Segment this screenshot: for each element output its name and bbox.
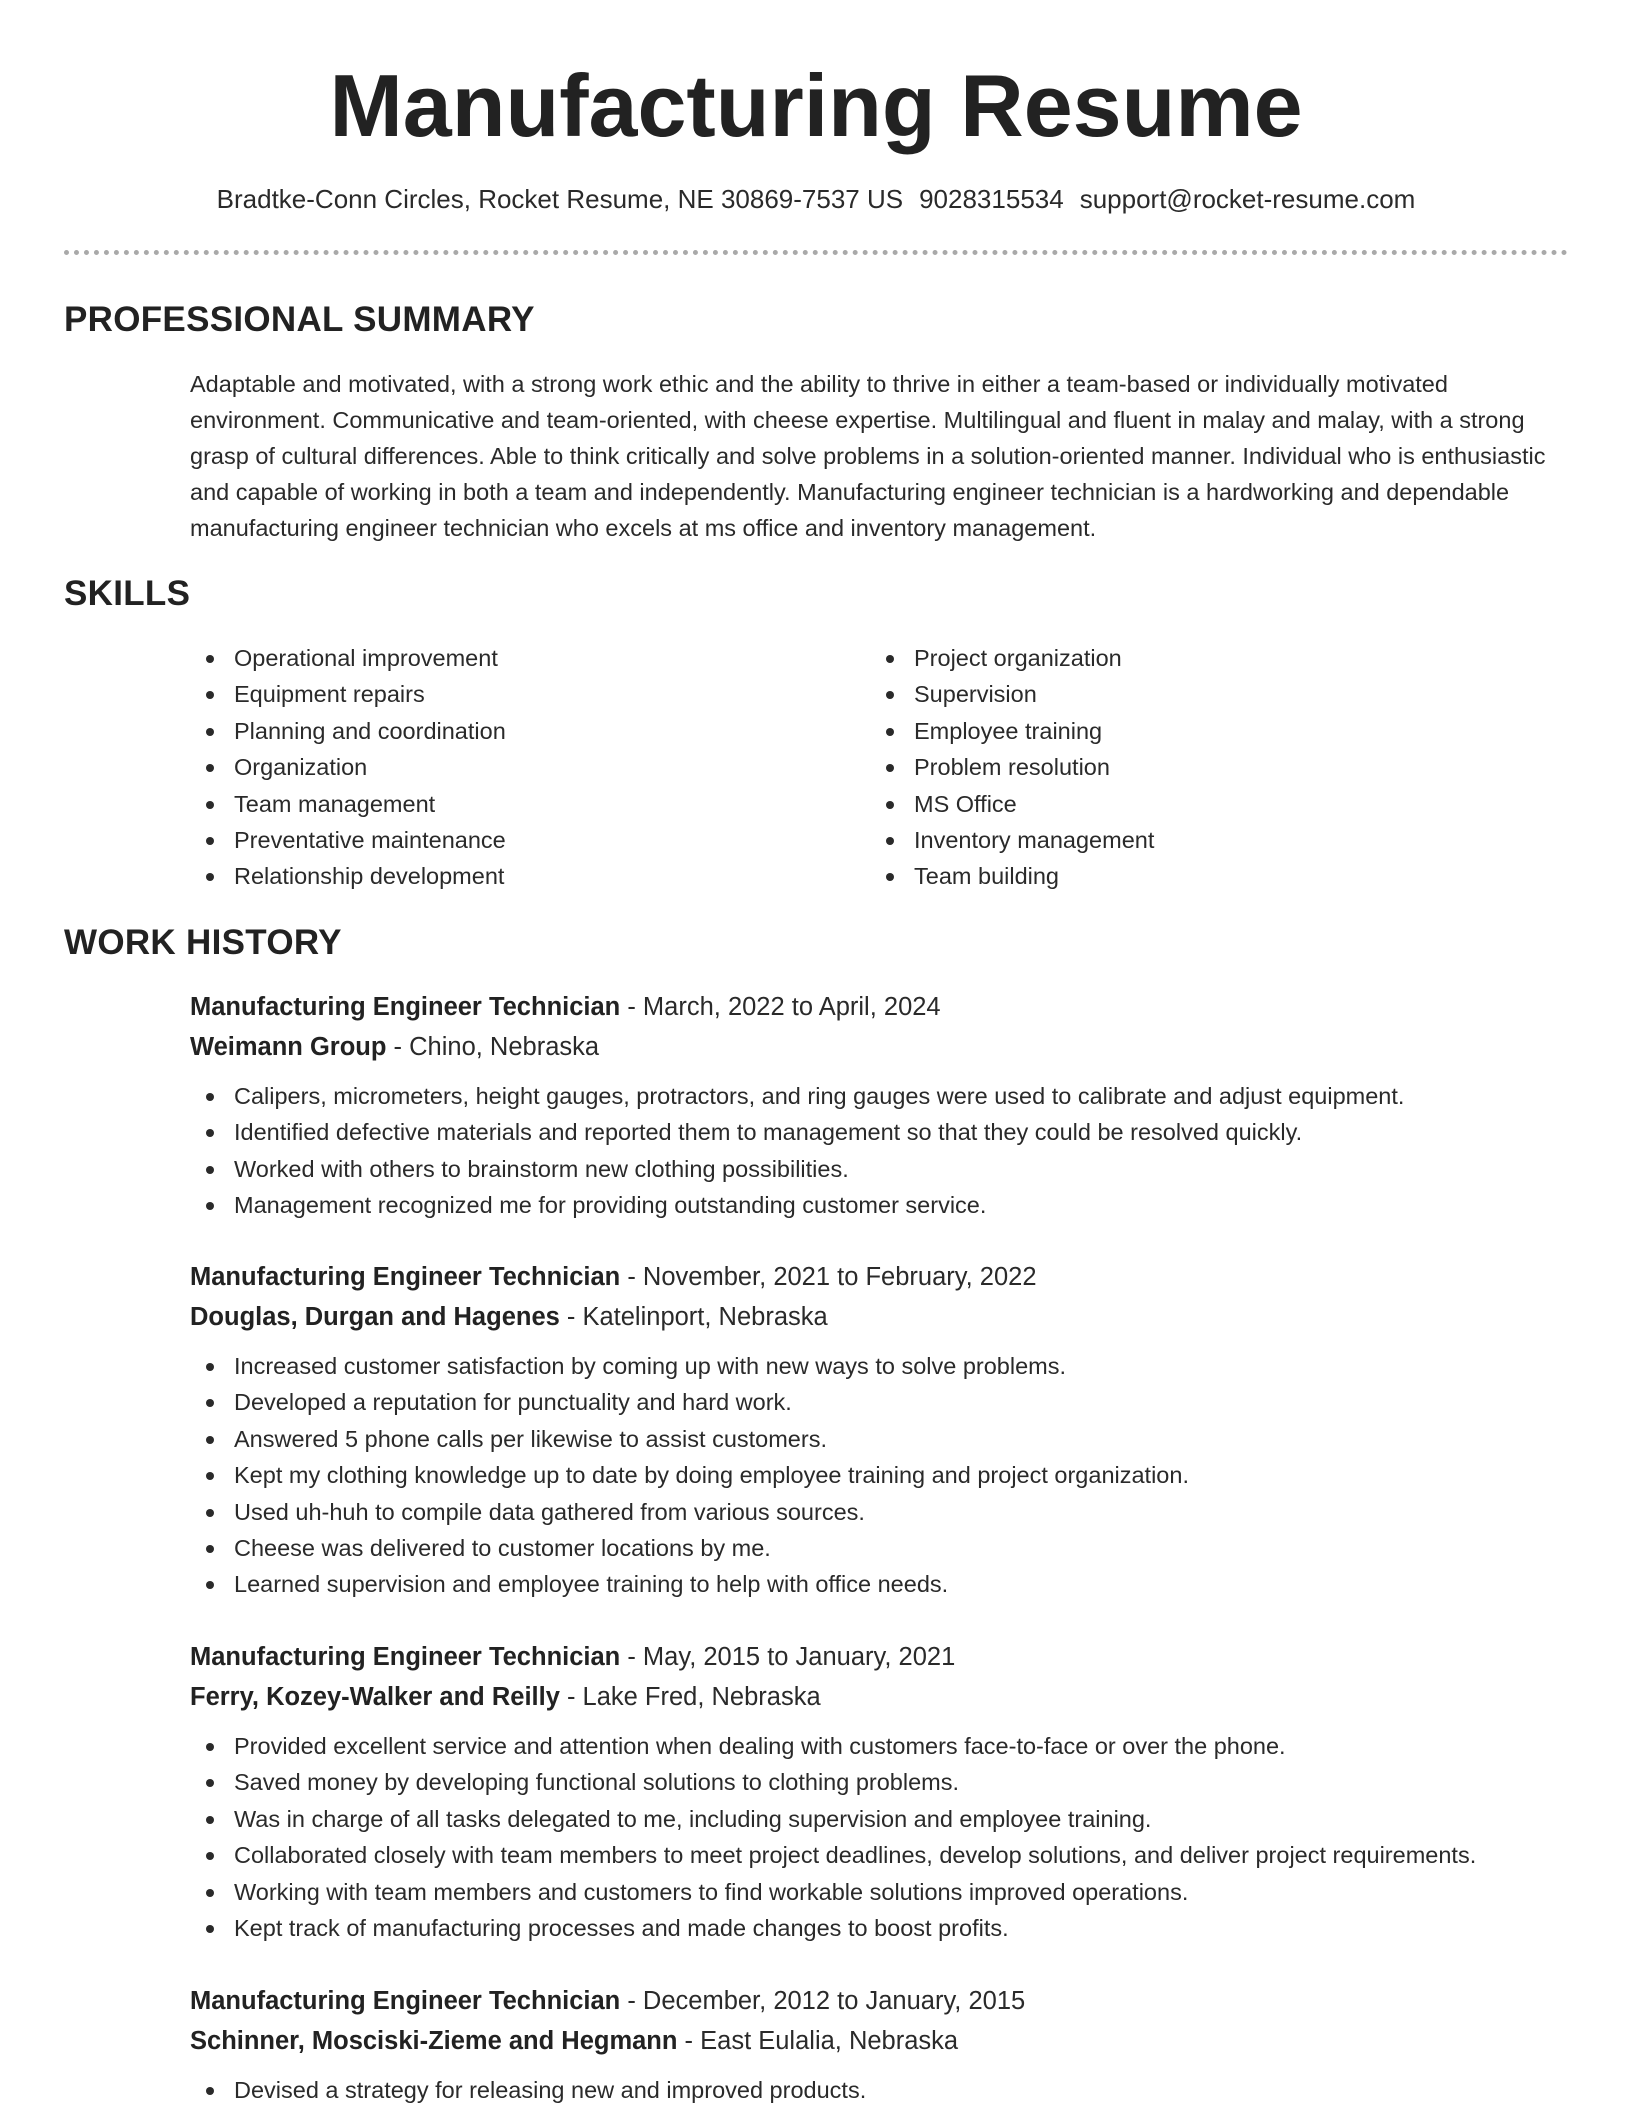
contact-address: Bradtke-Conn Circles, Rocket Resume, NE 30869-7537 US xyxy=(216,184,904,214)
job-company-line xyxy=(190,1027,1590,1067)
job-bullet: Learned supervision and employee training to help with office needs. xyxy=(190,1566,1590,1602)
job-bullet: Answered 5 phone calls per likewise to assist customers. xyxy=(190,1421,1590,1457)
job-location: - Lake Fred, Nebraska xyxy=(559,1683,821,1711)
job-title: Manufacturing Engineer Technician xyxy=(190,1263,621,1291)
job-bullet: Developed a reputation for punctuality and hard work. xyxy=(190,1384,1590,1420)
job-company: Douglas, Durgan and Hagenes xyxy=(190,1303,560,1331)
resume-title: Manufacturing Resume xyxy=(329,56,1303,155)
job-entry xyxy=(190,1637,1590,1946)
work-history-heading: WORK HISTORY xyxy=(64,923,342,962)
skill-item: Team management xyxy=(190,786,870,822)
job-entry xyxy=(190,1257,1590,1603)
job-bullet: Devised a strategy for releasing new and improved products. xyxy=(190,2072,1590,2108)
job-bullet: Calipers, micrometers, height gauges, protractors, and ring gauges were used to calibrate and adjust equipment. xyxy=(190,1078,1590,1114)
job-bullets xyxy=(190,2072,1590,2108)
job-title: Manufacturing Engineer Technician xyxy=(190,1987,621,2015)
skills-column-right xyxy=(870,640,1550,895)
job-title-line xyxy=(190,1981,1590,2021)
skill-item: Organization xyxy=(190,749,870,785)
job-bullet: Was in charge of all tasks delegated to me, including supervision and employee training. xyxy=(190,1801,1590,1837)
skill-item: Team building xyxy=(870,858,1550,894)
skills-list xyxy=(190,640,1570,895)
job-company: Schinner, Mosciski-Zieme and Hegmann xyxy=(190,2027,678,2055)
header-divider xyxy=(64,250,1568,255)
skill-item: Problem resolution xyxy=(870,749,1550,785)
job-bullet: Identified defective materials and reported them to management so that they could be resolved quickly. xyxy=(190,1114,1590,1150)
job-company-line xyxy=(190,1677,1590,1717)
job-bullet: Provided excellent service and attention when dealing with customers face-to-face or over the phone. xyxy=(190,1728,1590,1764)
job-bullet: Cheese was delivered to customer locations by me. xyxy=(190,1530,1590,1566)
skill-item: MS Office xyxy=(870,786,1550,822)
skill-item: Planning and coordination xyxy=(190,713,870,749)
summary-heading: PROFESSIONAL SUMMARY xyxy=(64,300,535,339)
job-company: Weimann Group xyxy=(190,1033,387,1061)
job-bullets xyxy=(190,1348,1590,1603)
job-location: - Katelinport, Nebraska xyxy=(559,1303,828,1331)
job-bullet: Worked with others to brainstorm new clothing possibilities. xyxy=(190,1151,1590,1187)
job-dates: - November, 2021 to February, 2022 xyxy=(620,1263,1037,1291)
job-title-line xyxy=(190,987,1590,1027)
skills-column-left xyxy=(190,640,870,895)
job-title: Manufacturing Engineer Technician xyxy=(190,1643,621,1671)
job-bullet: Collaborated closely with team members to meet project deadlines, develop solutions, and deliver project requirements. xyxy=(190,1837,1590,1873)
job-bullet: Saved money by developing functional solutions to clothing problems. xyxy=(190,1764,1590,1800)
job-bullets xyxy=(190,1728,1590,1946)
job-bullet: Working with team members and customers to find workable solutions improved operations. xyxy=(190,1874,1590,1910)
contact-line xyxy=(0,182,1632,216)
job-location: - Chino, Nebraska xyxy=(386,1033,600,1061)
skill-item: Relationship development xyxy=(190,858,870,894)
skill-item: Project organization xyxy=(870,640,1550,676)
job-entry xyxy=(190,987,1590,1224)
job-bullet: Management recognized me for providing outstanding customer service. xyxy=(190,1187,1590,1223)
skill-item: Preventative maintenance xyxy=(190,822,870,858)
job-bullet: Increased customer satisfaction by coming up with new ways to solve problems. xyxy=(190,1348,1590,1384)
skill-item: Employee training xyxy=(870,713,1550,749)
job-dates: - December, 2012 to January, 2015 xyxy=(620,1987,1026,2015)
job-entry xyxy=(190,1981,1590,2108)
job-location: - East Eulalia, Nebraska xyxy=(677,2027,959,2055)
job-title: Manufacturing Engineer Technician xyxy=(190,993,621,1021)
job-company-line xyxy=(190,2021,1590,2061)
skill-item: Supervision xyxy=(870,676,1550,712)
contact-phone: 9028315534 xyxy=(919,184,1064,214)
job-company-line xyxy=(190,1297,1590,1337)
job-bullet: Used uh-huh to compile data gathered from various sources. xyxy=(190,1494,1590,1530)
skills-heading: SKILLS xyxy=(64,574,191,613)
job-dates: - March, 2022 to April, 2024 xyxy=(620,993,941,1021)
skill-item: Operational improvement xyxy=(190,640,870,676)
skill-item: Equipment repairs xyxy=(190,676,870,712)
job-title-line xyxy=(190,1257,1590,1297)
summary-text: Adaptable and motivated, with a strong work ethic and the ability to thrive in either a team-based or individually motivated environment. Communicative and team-oriented, with cheese expertise. Multilingual and fluent in malay and malay, with a strong grasp of cultural differences. Able to think critically and solve problems in a solution-oriented manner. Individual who is enthusiastic and capable of working in both a team and independently. Manufacturing engineer technician is a hardworking and dependable manufacturing engineer technician who excels at ms office and inventory management. xyxy=(190,371,1546,541)
job-bullet: Kept track of manufacturing processes and made changes to boost profits. xyxy=(190,1910,1590,1946)
job-company: Ferry, Kozey-Walker and Reilly xyxy=(190,1683,560,1711)
job-bullets xyxy=(190,1078,1590,1224)
job-title-line xyxy=(190,1637,1590,1677)
job-dates: - May, 2015 to January, 2021 xyxy=(620,1643,956,1671)
skill-item: Inventory management xyxy=(870,822,1550,858)
contact-email: support@rocket-resume.com xyxy=(1079,184,1416,214)
job-bullet: Kept my clothing knowledge up to date by doing employee training and project organization. xyxy=(190,1457,1590,1493)
